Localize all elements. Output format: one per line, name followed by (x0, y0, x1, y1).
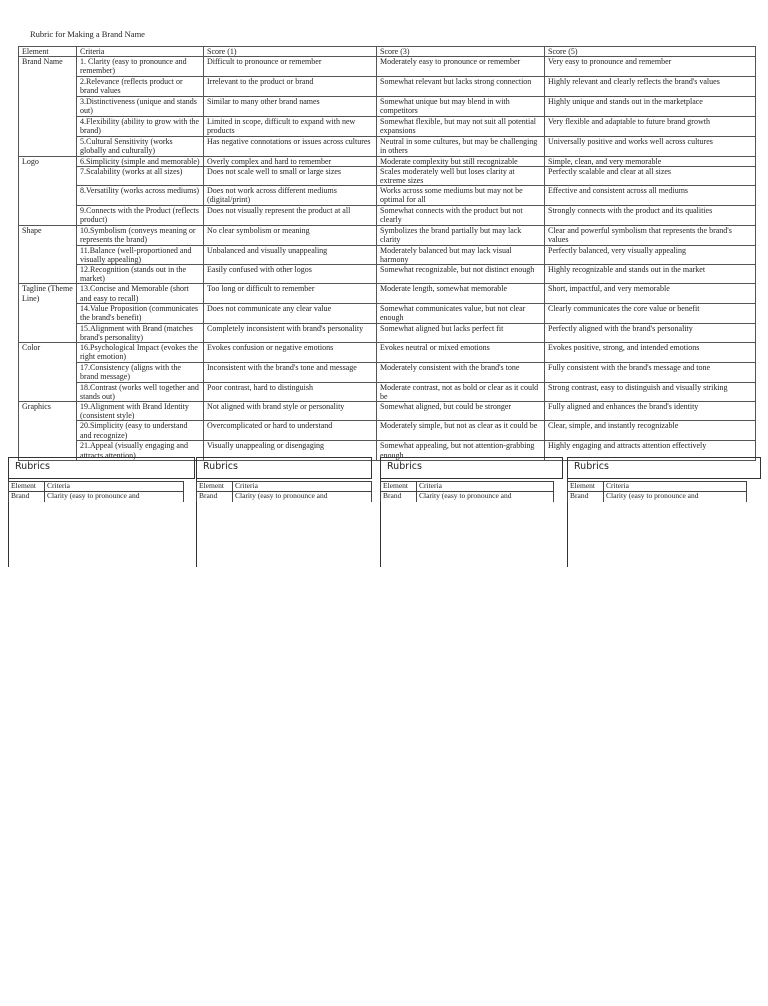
criteria-cell: 12.Recognition (stands out in the market) (77, 265, 204, 284)
header-criteria: Criteria (77, 47, 204, 57)
rubrics-panel (8, 457, 196, 567)
rubrics-panel-title: Rubrics (196, 457, 372, 479)
score-1-cell: Visually unappealing or disengaging (204, 441, 377, 460)
rubric-row (19, 206, 756, 225)
score-3-cell: Evokes neutral or mixed emotions (377, 343, 545, 363)
score-3-cell: Moderately balanced but may lack visual harmony (377, 245, 545, 264)
score-5-cell: Strongly connects with the product and its qualities (545, 206, 756, 225)
rubric-row (19, 97, 756, 117)
score-5-cell: Highly engaging and attracts attention effectively (545, 441, 756, 460)
rubric-row (19, 382, 756, 401)
score-3-cell: Somewhat aligned but lacks perfect fit (377, 323, 545, 342)
mini-element-cell: Brand (381, 491, 417, 502)
rubric-row (19, 303, 756, 323)
element-cell: Logo (19, 156, 77, 225)
document-title: Rubric for Making a Brand Name (30, 29, 145, 39)
score-3-cell: Somewhat recognizable, but not distinct enough (377, 265, 545, 284)
mini-header-element: Element (381, 482, 417, 492)
score-3-cell: Somewhat connects with the product but not clearly (377, 206, 545, 225)
score-1-cell: Poor contrast, hard to distinguish (204, 382, 377, 401)
rubrics-panel-title: Rubrics (8, 457, 195, 479)
mini-rubric-table (8, 481, 184, 502)
score-1-cell: Inconsistent with the brand's tone and message (204, 363, 377, 382)
header-row (19, 47, 756, 57)
score-1-cell: Similar to many other brand names (204, 97, 377, 117)
mini-header-element: Element (197, 482, 233, 492)
mini-element-cell: Brand (197, 491, 233, 502)
score-1-cell: No clear symbolism or meaning (204, 225, 377, 245)
header-score-5: Score (5) (545, 47, 756, 57)
element-cell: Shape (19, 225, 77, 284)
score-5-cell: Strong contrast, easy to distinguish and visually striking (545, 382, 756, 401)
mini-criteria-cell: Clarity (easy to pronounce and (417, 491, 554, 502)
rubric-row (19, 186, 756, 206)
score-5-cell: Highly recognizable and stands out in the market (545, 265, 756, 284)
score-3-cell: Somewhat relevant but lacks strong connection (377, 77, 545, 97)
score-5-cell: Very flexible and adaptable to future brand growth (545, 117, 756, 137)
score-5-cell: Highly relevant and clearly reflects the brand's values (545, 77, 756, 97)
score-5-cell: Perfectly balanced, very visually appealing (545, 245, 756, 264)
header-score-1: Score (1) (204, 47, 377, 57)
rubric-row (19, 156, 756, 166)
rubrics-panel-title: Rubrics (380, 457, 563, 479)
score-5-cell: Perfectly aligned with the brand's personality (545, 323, 756, 342)
criteria-cell: 5.Cultural Sensitivity (works globally and culturally) (77, 137, 204, 156)
element-cell: Brand Name (19, 57, 77, 156)
mini-header-criteria: Criteria (417, 482, 554, 492)
score-3-cell: Moderately easy to pronounce or remember (377, 57, 545, 77)
rubric-row (19, 225, 756, 245)
score-3-cell: Moderate length, somewhat memorable (377, 284, 545, 303)
score-3-cell: Works across some mediums but may not be optimal for all (377, 186, 545, 206)
criteria-cell: 21.Appeal (visually engaging and attracts attention) (77, 441, 204, 460)
rubrics-panel (567, 457, 764, 567)
rubrics-panels (0, 457, 768, 567)
criteria-cell: 17.Consistency (aligns with the brand message) (77, 363, 204, 382)
mini-table-wrap (196, 481, 372, 502)
rubric-row (19, 421, 756, 441)
rubric-row (19, 117, 756, 137)
criteria-cell: 3.Distinctiveness (unique and stands out) (77, 97, 204, 117)
element-cell: Graphics (19, 402, 77, 461)
rubrics-panel (196, 457, 380, 567)
mini-header-criteria: Criteria (604, 482, 747, 492)
score-5-cell: Evokes positive, strong, and intended emotions (545, 343, 756, 363)
score-1-cell: Does not communicate any clear value (204, 303, 377, 323)
rubric-body (19, 57, 756, 461)
rubric-table (18, 46, 756, 461)
score-3-cell: Moderate complexity but still recognizable (377, 156, 545, 166)
score-3-cell: Moderately simple, but not as clear as it could be (377, 421, 545, 441)
mini-table-wrap (567, 481, 747, 502)
mini-element-cell: Brand (568, 491, 604, 502)
score-3-cell: Somewhat unique but may blend in with competitors (377, 97, 545, 117)
mini-rubric-table (567, 481, 747, 502)
criteria-cell: 16.Psychological Impact (evokes the right emotion) (77, 343, 204, 363)
score-5-cell: Effective and consistent across all mediums (545, 186, 756, 206)
score-5-cell: Clear and powerful symbolism that represents the brand's values (545, 225, 756, 245)
criteria-cell: 19.Alignment with Brand Identity (consistent style) (77, 402, 204, 421)
mini-header-criteria: Criteria (45, 482, 184, 492)
rubric-row (19, 245, 756, 264)
score-1-cell: Completely inconsistent with brand's personality (204, 323, 377, 342)
score-5-cell: Very easy to pronounce and remember (545, 57, 756, 77)
criteria-cell: 4.Flexibility (ability to grow with the brand) (77, 117, 204, 137)
rubric-row (19, 77, 756, 97)
score-5-cell: Clear, simple, and instantly recognizable (545, 421, 756, 441)
criteria-cell: 2.Relevance (reflects product or brand values (77, 77, 204, 97)
header-score-3: Score (3) (377, 47, 545, 57)
score-1-cell: Limited in scope, difficult to expand with new products (204, 117, 377, 137)
score-3-cell: Somewhat communicates value, but not clear enough (377, 303, 545, 323)
rubric-row (19, 166, 756, 185)
score-1-cell: Too long or difficult to remember (204, 284, 377, 303)
score-1-cell: Does not work across different mediums (digital/print) (204, 186, 377, 206)
mini-criteria-cell: Clarity (easy to pronounce and (45, 491, 184, 502)
score-1-cell: Does not visually represent the product at all (204, 206, 377, 225)
score-1-cell: Does not scale well to small or large sizes (204, 166, 377, 185)
mini-header-criteria: Criteria (233, 482, 372, 492)
rubric-row (19, 137, 756, 156)
criteria-cell: 11.Balance (well-proportioned and visually appealing) (77, 245, 204, 264)
score-5-cell: Universally positive and works well across cultures (545, 137, 756, 156)
score-3-cell: Somewhat flexible, but may not suit all potential expansions (377, 117, 545, 137)
mini-criteria-cell: Clarity (easy to pronounce and (604, 491, 747, 502)
criteria-cell: 9.Connects with the Product (reflects product) (77, 206, 204, 225)
score-1-cell: Easily confused with other logos (204, 265, 377, 284)
score-5-cell: Clearly communicates the core value or benefit (545, 303, 756, 323)
criteria-cell: 1. Clarity (easy to pronounce and remember) (77, 57, 204, 77)
mini-criteria-cell: Clarity (easy to pronounce and (233, 491, 372, 502)
criteria-cell: 13.Concise and Memorable (short and easy to recall) (77, 284, 204, 303)
score-5-cell: Simple, clean, and very memorable (545, 156, 756, 166)
rubric-row (19, 284, 756, 303)
rubric-row (19, 343, 756, 363)
mini-rubric-table (196, 481, 372, 502)
criteria-cell: 14.Value Proposition (communicates the brand's benefit) (77, 303, 204, 323)
score-1-cell: Evokes confusion or negative emotions (204, 343, 377, 363)
score-5-cell: Fully consistent with the brand's message and tone (545, 363, 756, 382)
score-3-cell: Somewhat appealing, but not attention-grabbing enough (377, 441, 545, 460)
rubrics-panel-title: Rubrics (567, 457, 761, 479)
score-3-cell: Somewhat aligned, but could be stronger (377, 402, 545, 421)
rubric-row (19, 363, 756, 382)
score-1-cell: Overly complex and hard to remember (204, 156, 377, 166)
criteria-cell: 20.Simplicity (easy to understand and recognize) (77, 421, 204, 441)
header-element: Element (19, 47, 77, 57)
score-1-cell: Difficult to pronounce or remember (204, 57, 377, 77)
score-1-cell: Has negative connotations or issues across cultures (204, 137, 377, 156)
score-5-cell: Highly unique and stands out in the marketplace (545, 97, 756, 117)
rubric-row (19, 57, 756, 77)
score-1-cell: Overcomplicated or hard to understand (204, 421, 377, 441)
score-3-cell: Symbolizes the brand partially but may lack clarity (377, 225, 545, 245)
mini-element-cell: Brand (9, 491, 45, 502)
criteria-cell: 18.Contrast (works well together and stands out) (77, 382, 204, 401)
score-5-cell: Fully aligned and enhances the brand's identity (545, 402, 756, 421)
criteria-cell: 15.Alignment with Brand (matches brand's personality) (77, 323, 204, 342)
score-3-cell: Neutral in some cultures, but may be challenging in others (377, 137, 545, 156)
score-3-cell: Scales moderately well but loses clarity at extreme sizes (377, 166, 545, 185)
criteria-cell: 7.Scalability (works at all sizes) (77, 166, 204, 185)
criteria-cell: 8.Versatility (works across mediums) (77, 186, 204, 206)
score-3-cell: Moderate contrast, not as bold or clear as it could be (377, 382, 545, 401)
criteria-cell: 10.Symbolism (conveys meaning or represents the brand) (77, 225, 204, 245)
mini-rubric-table (380, 481, 554, 502)
mini-header-element: Element (568, 482, 604, 492)
score-1-cell: Not aligned with brand style or personality (204, 402, 377, 421)
rubric-row (19, 265, 756, 284)
score-1-cell: Irrelevant to the product or brand (204, 77, 377, 97)
score-1-cell: Unbalanced and visually unappealing (204, 245, 377, 264)
mini-header-element: Element (9, 482, 45, 492)
mini-table-wrap (380, 481, 554, 502)
element-cell: Tagline (Theme Line) (19, 284, 77, 343)
mini-table-wrap (8, 481, 184, 502)
criteria-cell: 6.Simplicity (simple and memorable) (77, 156, 204, 166)
rubrics-panel (380, 457, 567, 567)
score-3-cell: Moderately consistent with the brand's tone (377, 363, 545, 382)
rubric-row (19, 323, 756, 342)
score-5-cell: Short, impactful, and very memorable (545, 284, 756, 303)
score-5-cell: Perfectly scalable and clear at all sizes (545, 166, 756, 185)
rubric-row (19, 402, 756, 421)
element-cell: Color (19, 343, 77, 402)
